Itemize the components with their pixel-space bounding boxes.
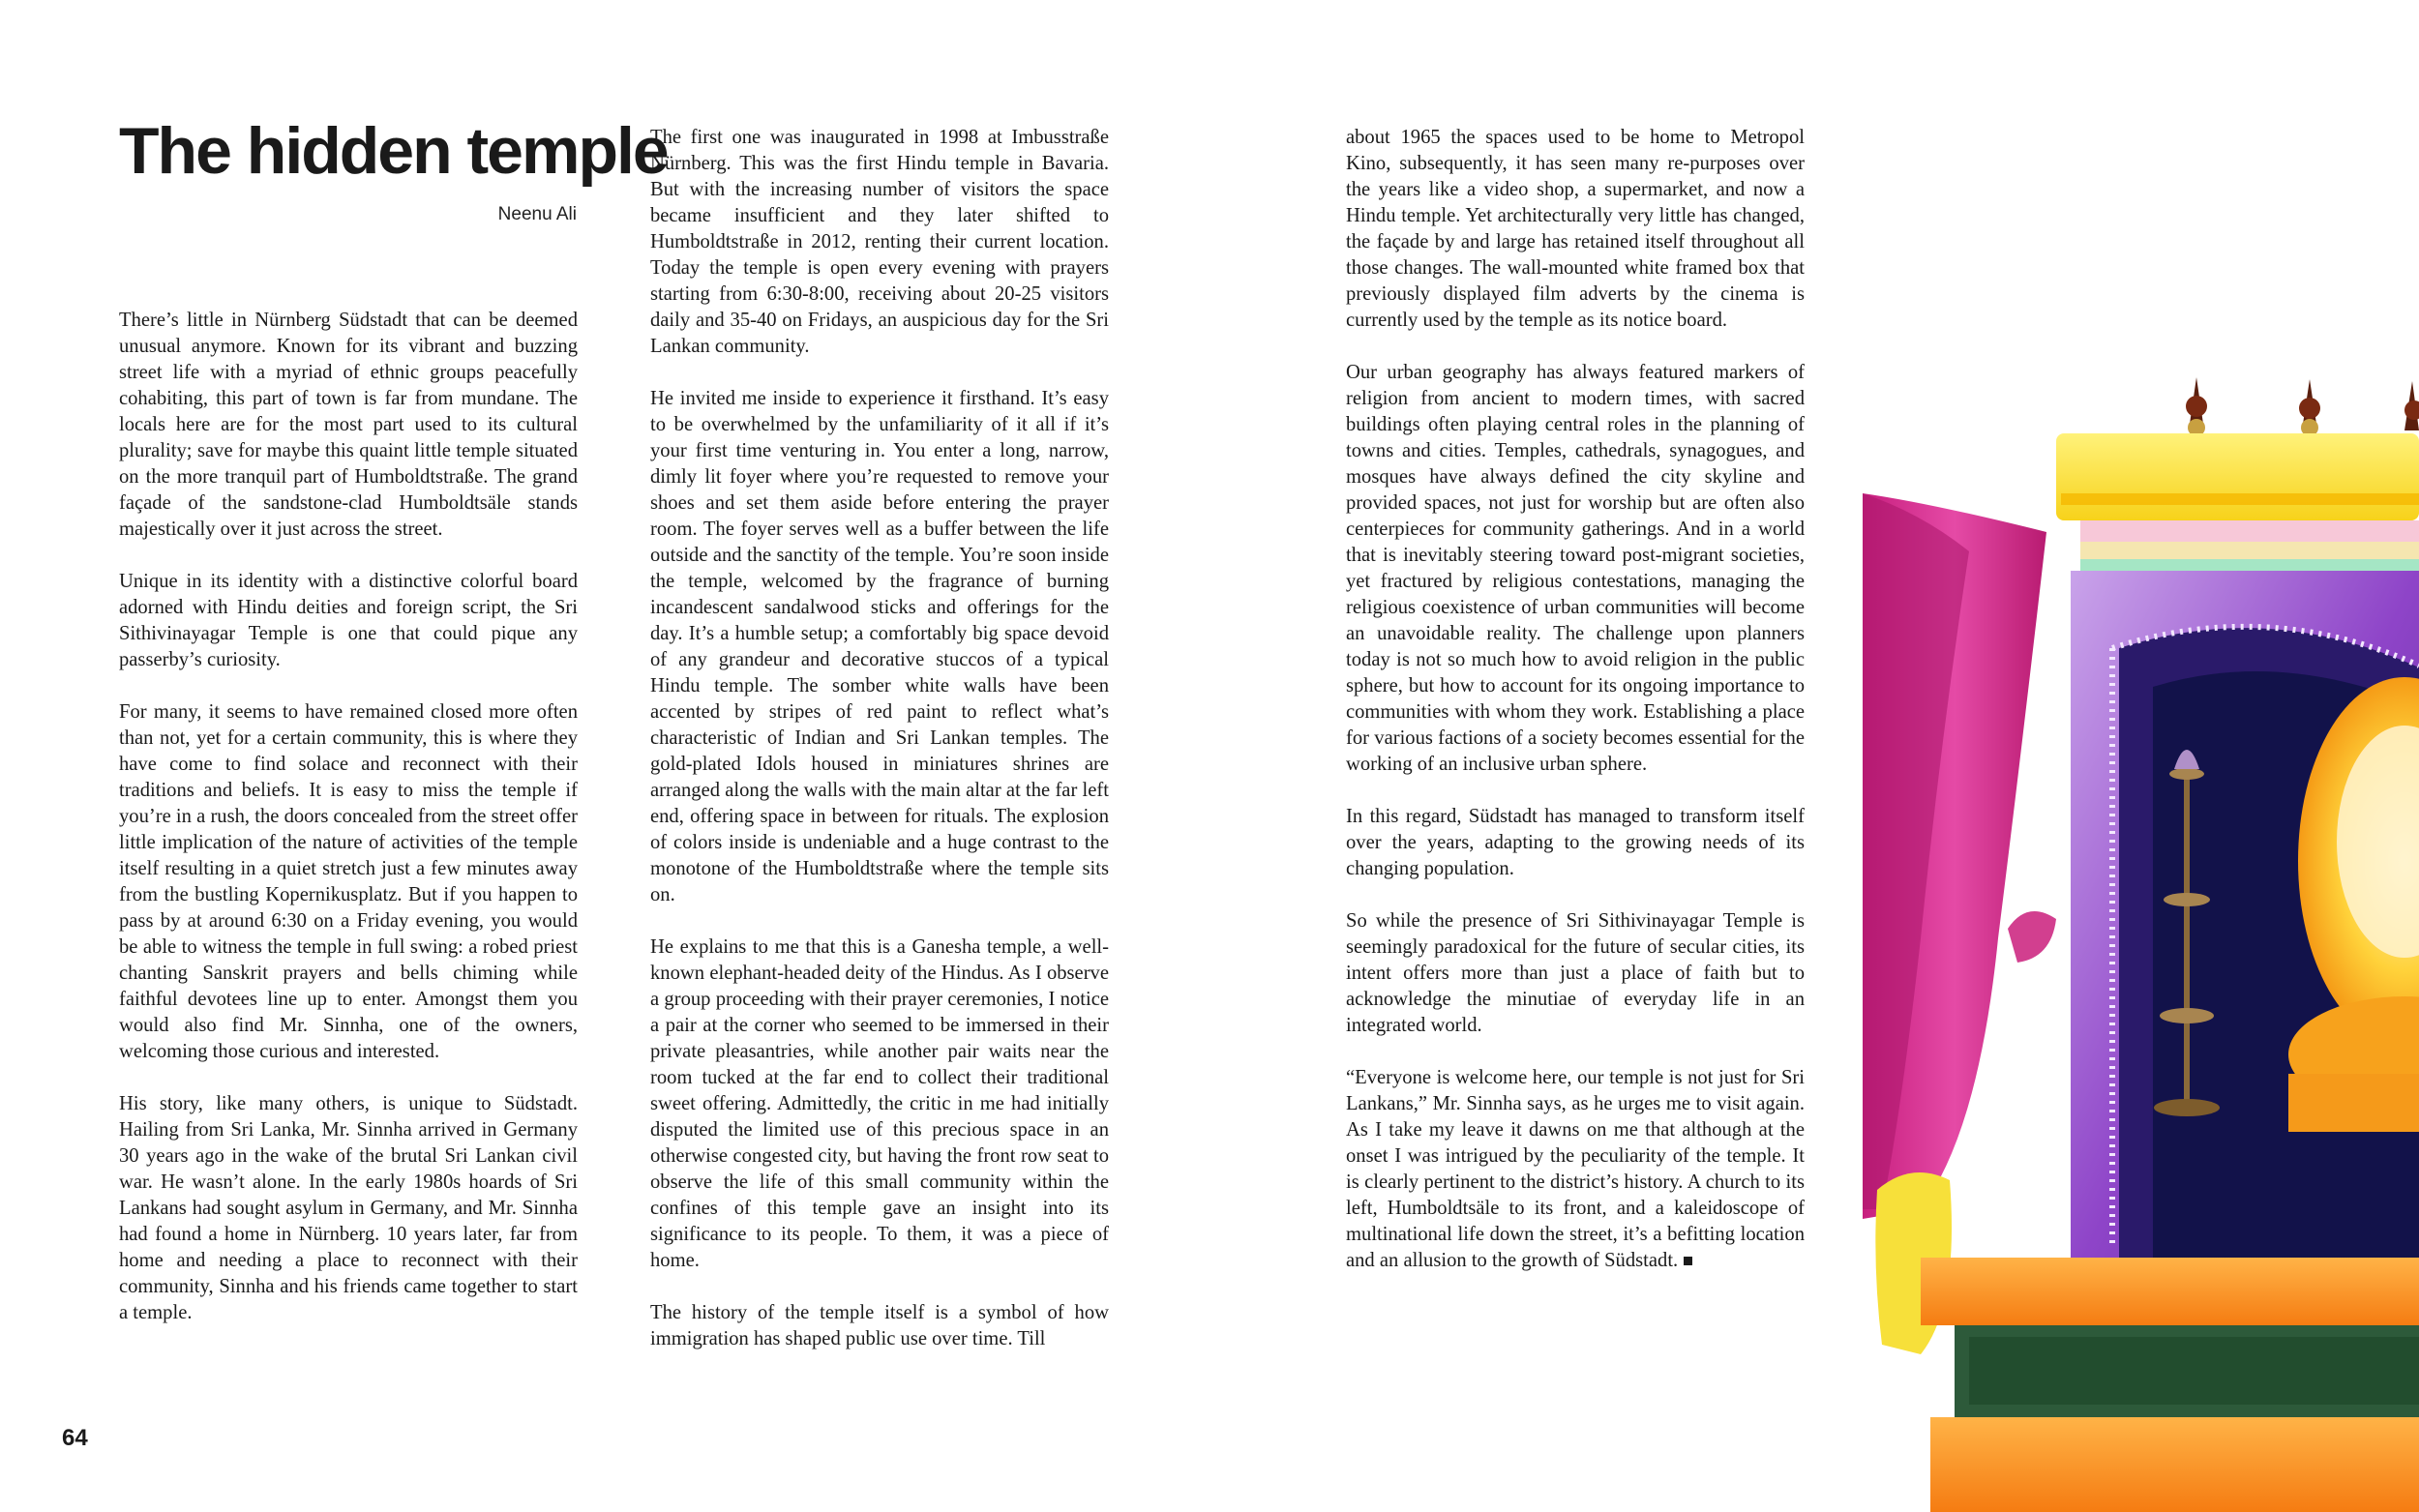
paragraph: He invited me inside to experience it firsthand. It’s easy to be overwhelmed by the unfamiliarity of it all if it’s your first time venturing in. You enter a long, narrow, dimly lit foyer where you’re requested to remove your shoes and set them aside before entering the prayer room. The foyer serves well as a buffer between the life outside and the sanctity of the temple. You’re soon inside the temple, welcomed by the fragrance of burning incandescent sandalwood sticks and offerings for the day. It’s a humble setup; a comfortably big space devoid of any grandeur and decorative stuccos of a typical Hindu temple. The somber white walls have been accented by stripes of red paint to reflect what’s characteristic of Indian and Sri Lankan temples. The gold-plated Idols housed in miniatures shrines are arranged along the walls with the main altar at the far left end, offering space in between for rituals. The explosion of colors inside is undeniable and a huge contrast to the monotone of the Humboldtstraße where the temple sits on.: [650, 388, 1109, 905]
paragraph: Unique in its identity with a distinctive colorful board adorned with Hindu deities and foreign script, the Sri Sithivinayagar Temple is one that could pique any passerby’s curiosity.: [119, 571, 578, 670]
end-mark-icon: [1684, 1257, 1692, 1265]
paragraph: There’s little in Nürnberg Südstadt that can be deemed unusual anymore. Known for its vibrant and buzzing street life with a myriad of ethnic groups peacefully cohabiting, this part of town is far from mundane. The locals here are for the most part used to its cultural plurality; save for maybe this quaint little temple situated on the more tranquil part of Humboldtstraße. The grand façade of the sandstone-clad Humboldtsäle stands majestically over it just across the street.: [119, 310, 578, 540]
shrine-finials: [2186, 377, 2419, 436]
shrine-photo: [1863, 358, 2419, 1512]
text-column-3: [1346, 125, 1805, 1274]
paragraph: His story, like many others, is unique to Südstadt. Hailing from Sri Lanka, Mr. Sinnha arrived in Germany 30 years ago in the wake of the brutal Sri Lankan civil war. He wasn’t alone. In the early 1980s hoards of Sri Lankans had sought asylum in Germany, and Mr. Sinnha had found a home in Nürnberg. 10 years later, far from home and needing a place to reconnect with their community, Sinnha and his friends came together to start a temple.: [119, 1093, 578, 1323]
shrine-cornice: [2056, 433, 2419, 520]
text-column-2: [650, 125, 1109, 1352]
paragraph: He explains to me that this is a Ganesha temple, a well-known elephant-headed deity of the Hindus. As I observe a group proceeding with their prayer ceremonies, I notice a pair at the corner who seemed to be immersed in their private pleasantries, while another pair waits near the room tucked at the far end to collect their traditional sweet offering. Admittedly, the critic in me had initially disputed the limited use of this precious space in an otherwise congested city, but having the front row seat to observe the life of this small community within the confines of this temple gave an insight into its significance to its people. To them, it was a piece of home.: [650, 936, 1109, 1271]
paragraph: So while the presence of Sri Sithivinayagar Temple is seemingly paradoxical for the future of secular cities, its intent offers more than just a place of faith but to acknowledge the minutiae of everyday life in an integrated world.: [1346, 910, 1805, 1036]
paragraph: The history of the temple itself is a symbol of how immigration has shaped public use over time. Till: [650, 1302, 1109, 1349]
paragraph: about 1965 the spaces used to be home to Metropol Kino, subsequently, it has seen many re-purposes over the years like a video shop, a supermarket, and now a Hindu temple. Yet architecturally very little has changed, the façade by and large has retained itself throughout all those changes. The wall-mounted white framed box that previously displayed film adverts by the cinema is currently used by the temple as its notice board.: [1346, 127, 1805, 331]
page-number: 64: [62, 1425, 88, 1451]
paragraph: In this regard, Südstadt has managed to transform itself over the years, adapting to the growing needs of its changing population.: [1346, 806, 1805, 879]
shrine-base-top: [1921, 1258, 2419, 1325]
paragraph: The first one was inaugurated in 1998 at Imbusstraße Nürnberg. This was the first Hindu temple in Bavaria. But with the increasing number of visitors the space became insufficient and they later shifted to Humboldtstraße in 2012, renting their current location. Today the temple is open every evening with prayers starting from 6:30-8:00, receiving about 20-25 visitors daily and 35-40 on Fridays, an auspicious day for the Sri Lankan community.: [650, 127, 1109, 357]
paragraph-final: [1346, 1065, 1805, 1274]
article-author: Neenu Ali: [497, 204, 577, 224]
final-paragraph-text: “Everyone is welcome here, our temple is not just for Sri Lankans,” Mr. Sinnha says, as he urges me to visit again. As I take my leave it dawns on me that although at the onset I was intrigued by the peculiarity of the temple. It is clearly pertinent to the district’s history. A church to its left, Humboldtsäle to its front, and a kaleidoscope of multinational life down the street, it’s a befitting location and an allusion to the growth of Südstadt.: [1346, 1067, 1805, 1271]
shrine-base-bottom: [1930, 1417, 2419, 1512]
text-column-1: [119, 308, 578, 1326]
article-title: The hidden temple: [119, 114, 668, 188]
paragraph: For many, it seems to have remained closed more often than not, yet for a certain community, this is where they have come to find solace and reconnect with their traditions and beliefs. It is easy to miss the temple if you’re in a rush, the doors concealed from the street offer little implication of the nature of activities of the temple itself resulting in a quiet stretch just a few minutes away from the bustling Kopernikusplatz. But if you happen to pass by at around 6:30 on a Friday evening, you would be able to witness the temple in full swing: a robed priest chanting Sanskrit prayers and bells chiming while faithful devotees line up to enter. Amongst them you would also find Mr. Sinnha, one of the owners, welcoming those curious and interested.: [119, 701, 578, 1062]
paragraph: Our urban geography has always featured markers of religion from ancient to modern times, with sacred buildings often playing central roles in the planning of towns and cities. Temples, cathedrals, synagogues, and mosques have always defined the city skyline and provided spaces, not just for worship but are often also centerpieces for community gatherings. And in a world that is inevitably steering toward post-migrant societies, yet fractured by religious contestations, managing the religious coexistence of urban communities will become an unavoidable reality. The challenge upon planners today is not so much how to avoid religion in the public sphere, but how to account for its ongoing importance to communities with whom they work. Establishing a place for various factions of a society becomes essential for the working of an inclusive urban sphere.: [1346, 362, 1805, 775]
